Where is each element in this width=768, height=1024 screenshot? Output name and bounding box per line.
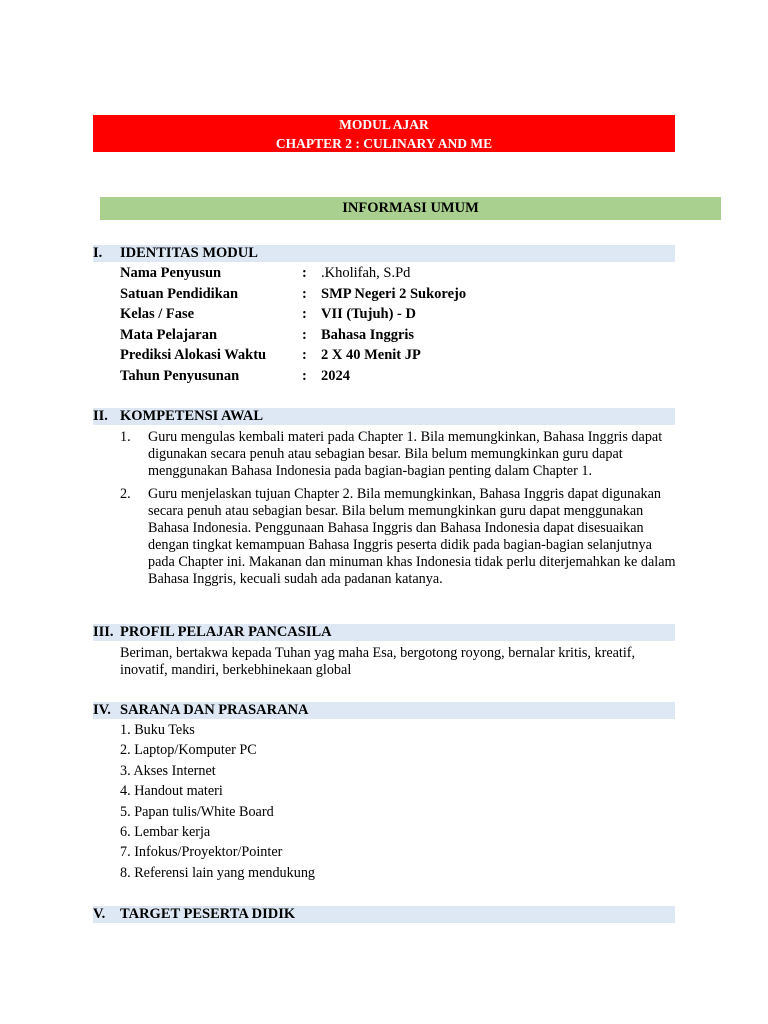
list-text: Guru mengulas kembali materi pada Chapter 1. Bila memungkinkan, Bahasa Inggris dapat digunakan secara penuh atau sebagian besar. Bila belum memungkinkan guru dapat menggunakan Bahasa Indonesia pada bagian-bagian penting dalam Chapter 1. (148, 429, 663, 479)
section-title: KOMPETENSI AWAL (120, 408, 264, 424)
section-number: II. (93, 408, 108, 424)
section-title: SARANA DAN PRASARANA (120, 702, 309, 718)
section-title: IDENTITAS MODUL (120, 245, 258, 261)
section-heading-sarana (93, 702, 675, 719)
list-item: 3. Akses Internet (120, 762, 216, 779)
section-number: IV. (93, 702, 111, 718)
identity-colon: : (302, 286, 307, 302)
list-item: 5. Papan tulis/White Board (120, 803, 274, 820)
identity-colon: : (302, 265, 307, 281)
module-title: MODUL AJAR (339, 117, 429, 132)
identity-colon: : (302, 347, 307, 363)
identity-colon: : (302, 327, 307, 343)
section-number: III. (93, 624, 114, 640)
identity-label: Tahun Penyusunan (120, 368, 240, 384)
list-item: 4. Handout materi (120, 783, 223, 800)
section-heading-target (93, 906, 675, 923)
list-item: 2. Laptop/Komputer PC (120, 742, 257, 759)
section-title: PROFIL PELAJAR PANCASILA (120, 624, 332, 640)
section-heading-kompetensi (93, 408, 675, 425)
chapter-title: CHAPTER 2 : CULINARY AND ME (275, 136, 493, 151)
title-banner (93, 115, 675, 152)
profil-text: Beriman, bertakwa kepada Tuhan yag maha Esa, bergotong royong, bernalar kritis, kreatif, inovatif, mandiri, berkebhinekaan global (120, 645, 636, 678)
identity-value: 2 X 40 Menit JP (321, 347, 421, 363)
section-title: TARGET PESERTA DIDIK (120, 906, 296, 922)
section-number: I. (93, 245, 103, 261)
section-number: V. (93, 906, 106, 922)
section-heading-profil (93, 624, 675, 641)
list-text: Guru menjelaskan tujuan Chapter 2. Bila memungkinkan, Bahasa Inggris dapat digunakan secara penuh atau sebagian besar. Bila belum memungkinkan guru dapat menggunakan Bahasa Indonesia. Penggunaan Bahasa Inggris dan Bahasa Indonesia dapat disesuaikan dengan tingkat kemampuan Bahasa Inggris peserta didik pada bagian-bagian selanjutnya pada Chapter ini. Makanan dan minuman khas Indonesia tidak perlu diterjemahkan ke dalam Bahasa Inggris, kecuali sudah ada padanan katanya. (148, 486, 676, 587)
section-heading-identitas (93, 245, 675, 262)
list-item (120, 429, 676, 480)
list-number: 1. (120, 429, 131, 445)
list-item (120, 486, 676, 588)
list-item: 1. Buku Teks (120, 722, 195, 738)
identity-label: Prediksi Alokasi Waktu (120, 347, 267, 363)
identity-label: Nama Penyusun (120, 265, 222, 281)
list-item: 6. Lembar kerja (120, 823, 211, 840)
identity-colon: : (302, 368, 307, 384)
identity-label: Satuan Pendidikan (120, 286, 239, 302)
info-umum-heading: INFORMASI UMUM (100, 197, 721, 220)
list-number: 2. (120, 486, 131, 502)
list-item: 7. Infokus/Proyektor/Pointer (120, 844, 283, 861)
identity-value: SMP Negeri 2 Sukorejo (321, 286, 467, 302)
identity-label: Mata Pelajaran (120, 327, 218, 343)
identity-value: Bahasa Inggris (321, 327, 415, 343)
identity-value: .Kholifah, S.Pd (321, 265, 411, 281)
sarana-list (120, 720, 315, 883)
list-item: 8. Referensi lain yang mendukung (120, 864, 316, 881)
kompetensi-list (120, 429, 676, 594)
identity-colon: : (302, 306, 307, 322)
identity-label: Kelas / Fase (120, 306, 195, 322)
identity-value: 2024 (321, 368, 350, 384)
identity-value: VII (Tujuh) - D (321, 306, 416, 322)
